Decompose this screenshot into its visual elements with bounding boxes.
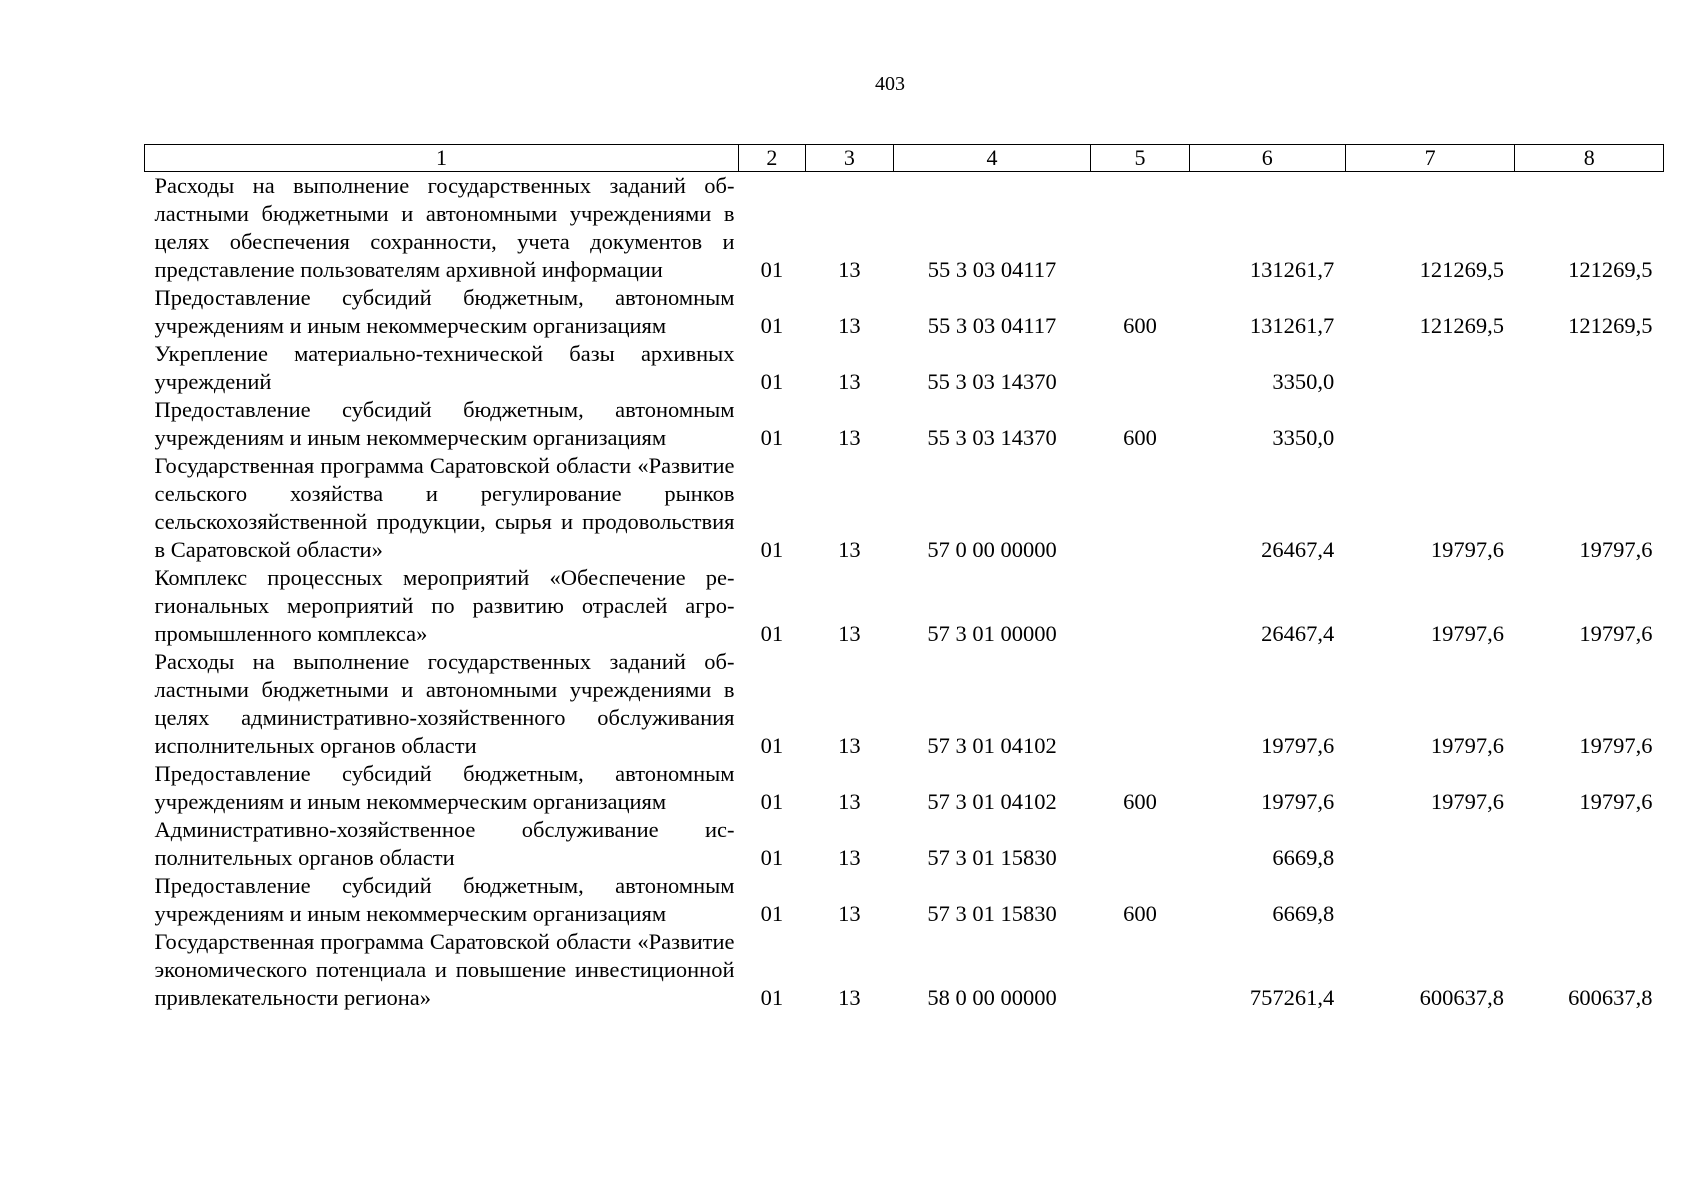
amount-col8: 121269,5	[1568, 313, 1653, 338]
target-article-code: 57 3 01 15830	[927, 845, 1057, 870]
expense-type-code: 600	[1123, 789, 1157, 814]
section-code: 01	[760, 845, 784, 870]
table-row	[145, 564, 1664, 648]
amount-col7: 121269,5	[1419, 313, 1504, 338]
expense-type-code: 600	[1123, 901, 1157, 926]
amount-col8	[1515, 340, 1664, 396]
table-row	[145, 172, 1664, 285]
amount-col6: 6669,8	[1272, 901, 1335, 926]
table-row	[145, 284, 1664, 340]
table-row	[145, 452, 1664, 564]
expense-name: Укрепление материально-технической базы архивных учреждений	[154, 341, 735, 394]
target-article-code: 55 3 03 14370	[927, 369, 1057, 394]
expense-name: Комплекс процессных мероприятий «Обеспечение региональных мероприятий по развитию отраслей агропромышленного комплекса»	[154, 565, 735, 646]
amount-col6: 3350,0	[1272, 369, 1335, 394]
subsection-code: 13	[838, 537, 861, 562]
expense-type-code	[1091, 172, 1190, 285]
target-article-code: 58 0 00 00000	[927, 985, 1057, 1010]
section-code: 01	[760, 733, 784, 758]
table-row	[145, 396, 1664, 452]
page-number: 403	[875, 73, 905, 95]
amount-col6: 19797,6	[1261, 733, 1335, 758]
section-code: 01	[760, 621, 784, 646]
target-article-code: 57 3 01 15830	[927, 901, 1057, 926]
subsection-code: 13	[838, 789, 861, 814]
table-row	[145, 760, 1664, 816]
amount-col8: 121269,5	[1568, 257, 1653, 282]
amount-col8: 600637,8	[1568, 985, 1653, 1010]
amount-col7: 121269,5	[1419, 257, 1504, 282]
subsection-code: 13	[838, 845, 861, 870]
header-cell: 1	[145, 145, 739, 172]
expense-name: Государственная программа Саратовской области «Развитие сельского хозяйства и регулирование рынков сельскохозяйственной продукции, сырья и продовольствия в Саратовской области»	[154, 453, 735, 562]
amount-col8	[1515, 396, 1664, 452]
amount-col8: 19797,6	[1579, 537, 1653, 562]
target-article-code: 57 3 01 04102	[927, 789, 1057, 814]
expense-name: Расходы на выполнение государственных заданий областными бюджетными и автономными учреждениями в целях административно-хозяйственного обслуживания исполнительных органов области	[154, 649, 735, 758]
expense-name: Государственная программа Саратовской области «Развитие экономического потенциала и повышение инвестиционной привлекательности региона»	[154, 929, 735, 1010]
budget-table	[144, 144, 1664, 1012]
amount-col8	[1515, 872, 1664, 928]
table-row	[145, 928, 1664, 1012]
subsection-code: 13	[838, 733, 861, 758]
subsection-code: 13	[838, 425, 861, 450]
expense-type-code	[1091, 564, 1190, 648]
header-cell: 6	[1189, 145, 1345, 172]
section-code: 01	[760, 257, 784, 282]
amount-col7: 19797,6	[1430, 789, 1504, 814]
header-cell: 5	[1091, 145, 1190, 172]
amount-col7: 19797,6	[1430, 733, 1504, 758]
subsection-code: 13	[838, 901, 861, 926]
header-cell: 4	[893, 145, 1090, 172]
subsection-code: 13	[838, 369, 861, 394]
subsection-code: 13	[838, 985, 861, 1010]
expense-type-code	[1091, 928, 1190, 1012]
amount-col8: 19797,6	[1579, 733, 1653, 758]
amount-col6: 3350,0	[1272, 425, 1335, 450]
expense-name: Предоставление субсидий бюджетным, автономным учреждениям и иным некоммерческим организациям	[154, 397, 735, 450]
amount-col6: 131261,7	[1249, 257, 1335, 282]
expense-name: Предоставление субсидий бюджетным, автономным учреждениям и иным некоммерческим организациям	[154, 873, 735, 926]
header-cell: 2	[739, 145, 806, 172]
amount-col8: 19797,6	[1579, 789, 1653, 814]
section-code: 01	[760, 369, 784, 394]
amount-col7	[1345, 872, 1515, 928]
table-row	[145, 340, 1664, 396]
amount-col6: 19797,6	[1261, 789, 1335, 814]
subsection-code: 13	[838, 257, 861, 282]
amount-col6: 26467,4	[1261, 621, 1335, 646]
amount-col7: 19797,6	[1430, 621, 1504, 646]
amount-col8: 19797,6	[1579, 621, 1653, 646]
target-article-code: 57 3 01 04102	[927, 733, 1057, 758]
amount-col6: 26467,4	[1261, 537, 1335, 562]
expense-name: Административно-хозяйственное обслуживание исполнительных органов области	[154, 817, 735, 870]
expense-type-code	[1091, 816, 1190, 872]
amount-col8	[1515, 816, 1664, 872]
target-article-code: 55 3 03 14370	[927, 425, 1057, 450]
expense-type-code: 600	[1123, 425, 1157, 450]
target-article-code: 57 0 00 00000	[927, 537, 1057, 562]
target-article-code: 57 3 01 00000	[927, 621, 1057, 646]
amount-col7: 19797,6	[1430, 537, 1504, 562]
expense-name: Предоставление субсидий бюджетным, автономным учреждениям и иным некоммерческим организациям	[154, 285, 735, 338]
table-row	[145, 872, 1664, 928]
amount-col7	[1345, 396, 1515, 452]
expense-name: Предоставление субсидий бюджетным, автономным учреждениям и иным некоммерческим организациям	[154, 761, 735, 814]
amount-col7	[1345, 816, 1515, 872]
amount-col7	[1345, 340, 1515, 396]
amount-col6: 757261,4	[1249, 985, 1335, 1010]
target-article-code: 55 3 03 04117	[927, 257, 1057, 282]
section-code: 01	[760, 537, 784, 562]
amount-col7: 600637,8	[1419, 985, 1504, 1010]
header-cell: 3	[805, 145, 893, 172]
section-code: 01	[760, 789, 784, 814]
expense-name: Расходы на выполнение государственных заданий областными бюджетными и автономными учреждениями в целях обеспечения сохранности, учета документов и представление пользователям архивной информации	[154, 173, 735, 282]
expense-type-code: 600	[1123, 313, 1157, 338]
section-code: 01	[760, 425, 784, 450]
section-code: 01	[760, 901, 784, 926]
amount-col6: 6669,8	[1272, 845, 1335, 870]
header-cell: 7	[1345, 145, 1515, 172]
expense-type-code	[1091, 452, 1190, 564]
expense-type-code	[1091, 648, 1190, 760]
subsection-code: 13	[838, 621, 861, 646]
header-cell: 8	[1515, 145, 1664, 172]
table-row	[145, 816, 1664, 872]
amount-col6: 131261,7	[1249, 313, 1335, 338]
expense-type-code	[1091, 340, 1190, 396]
table-row	[145, 648, 1664, 760]
section-code: 01	[760, 313, 784, 338]
subsection-code: 13	[838, 313, 861, 338]
header-row	[145, 145, 1664, 172]
section-code: 01	[760, 985, 784, 1010]
target-article-code: 55 3 03 04117	[927, 313, 1057, 338]
